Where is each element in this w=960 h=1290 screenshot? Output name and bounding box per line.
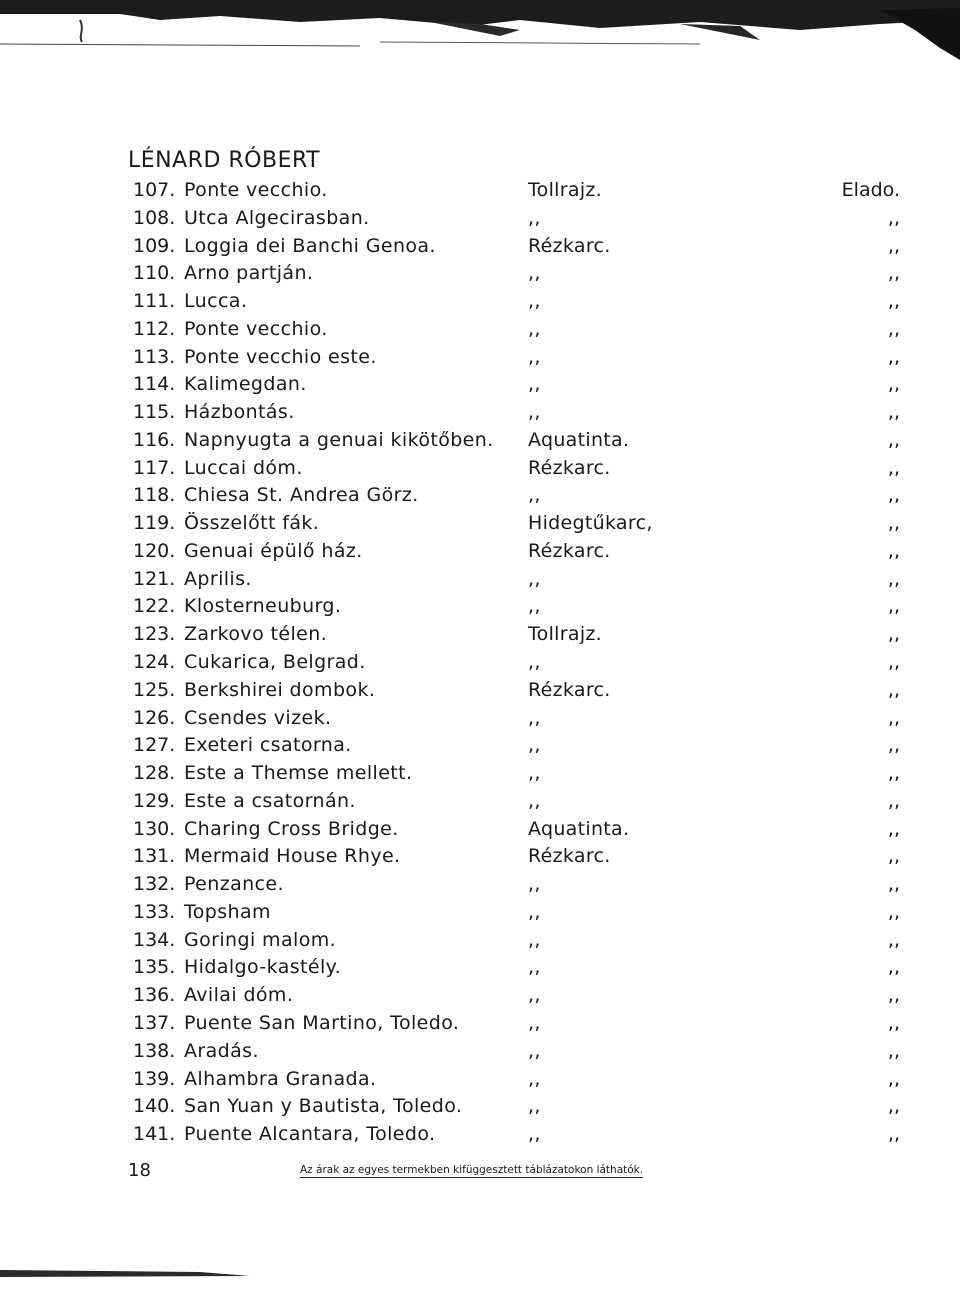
- list-item: [0, 593, 960, 621]
- entry-title: Házbontás.: [184, 401, 295, 424]
- entry-status: ,,: [887, 789, 900, 812]
- entry-title: Klosterneuburg.: [184, 595, 342, 618]
- entry-status: ,,: [887, 928, 900, 951]
- list-item: [0, 316, 960, 344]
- entry-technique: ,,: [528, 762, 541, 785]
- entry-number: 126.: [133, 706, 176, 729]
- entry-status: ,,: [887, 290, 900, 313]
- entry-status: Elado.: [841, 179, 900, 201]
- entry-title: Berkshirei dombok.: [184, 678, 376, 701]
- entry-status: ,,: [887, 734, 900, 757]
- list-item: [0, 1010, 960, 1038]
- entry-number: 116.: [133, 428, 176, 451]
- entry-title: Topsham: [184, 900, 271, 923]
- entry-status: ,,: [887, 484, 900, 507]
- entry-technique: ,,: [528, 1123, 541, 1146]
- entry-title: Penzance.: [184, 873, 284, 896]
- entry-status: ,,: [887, 845, 900, 868]
- list-item: [0, 260, 960, 288]
- entry-title: Puente Alcantara, Toledo.: [184, 1123, 436, 1146]
- entry-title: Alhambra Granada.: [184, 1067, 377, 1090]
- entry-title: Ponte vecchio.: [184, 317, 328, 340]
- list-item: [0, 649, 960, 677]
- entry-title: Arno partján.: [184, 262, 314, 285]
- entry-title: Napnyugta a genuai kikötőben.: [184, 428, 494, 451]
- entry-status: ,,: [887, 539, 900, 562]
- entry-title: Aradás.: [184, 1039, 259, 1062]
- list-item: [0, 1093, 960, 1121]
- entry-status: ,,: [887, 1095, 900, 1118]
- list-item: [0, 677, 960, 705]
- entry-number: 123.: [133, 623, 176, 646]
- entry-technique: Rézkarc.: [528, 539, 611, 562]
- artist-heading: LÉNARD RÓBERT: [128, 148, 321, 173]
- entry-technique: ,,: [528, 706, 541, 729]
- entry-number: 125.: [133, 678, 176, 701]
- list-item: [0, 566, 960, 594]
- list-item: [0, 427, 960, 455]
- entry-title: Chiesa St. Andrea Görz.: [184, 484, 419, 507]
- entry-technique: Tollrajz.: [528, 623, 603, 646]
- list-item: [0, 954, 960, 982]
- entry-status: ,,: [887, 817, 900, 840]
- entry-technique: ,,: [528, 567, 541, 590]
- list-item: [0, 760, 960, 788]
- price-footnote: Az árak az egyes termekben kifüggesztett táblázatokon láthatók.: [300, 1164, 644, 1176]
- entry-technique: ,,: [528, 401, 541, 424]
- entry-number: 117.: [133, 456, 176, 479]
- entry-status: ,,: [887, 456, 900, 479]
- entry-number: 107.: [133, 179, 176, 201]
- entry-title: Avilai dóm.: [184, 984, 294, 1007]
- entry-title: Cukarica, Belgrad.: [184, 651, 366, 674]
- page-number: 18: [128, 1160, 151, 1181]
- list-item: [0, 982, 960, 1010]
- entry-title: Este a csatornán.: [184, 789, 356, 812]
- catalogue-list: [0, 177, 960, 1149]
- list-item: [0, 455, 960, 483]
- entry-number: 115.: [133, 401, 176, 424]
- entry-status: ,,: [887, 317, 900, 340]
- entry-number: 138.: [133, 1039, 176, 1062]
- entry-title: Puente San Martino, Toledo.: [184, 1011, 460, 1034]
- entry-title: Luccai dóm.: [184, 456, 303, 479]
- entry-number: 110.: [133, 262, 176, 285]
- entry-technique: ,,: [528, 373, 541, 396]
- entry-title: Csendes vizek.: [184, 706, 332, 729]
- list-item: [0, 816, 960, 844]
- entry-title: Aprilis.: [184, 567, 252, 590]
- entry-title: San Yuan y Bautista, Toledo.: [184, 1095, 463, 1118]
- entry-technique: Hidegtűkarc,: [528, 512, 653, 535]
- entry-status: ,,: [887, 373, 900, 396]
- entry-status: ,,: [887, 623, 900, 646]
- entry-number: 111.: [133, 290, 176, 313]
- list-item: [0, 233, 960, 261]
- list-item: [0, 843, 960, 871]
- entry-title: Kalimegdan.: [184, 373, 307, 396]
- entry-number: 131.: [133, 845, 176, 868]
- entry-status: ,,: [887, 678, 900, 701]
- entry-number: 114.: [133, 373, 176, 396]
- entry-number: 112.: [133, 317, 176, 340]
- entry-technique: ,,: [528, 651, 541, 674]
- entry-status: ,,: [887, 567, 900, 590]
- list-item: [0, 205, 960, 233]
- entry-status: ,,: [887, 428, 900, 451]
- entry-number: 136.: [133, 984, 176, 1007]
- entry-number: 137.: [133, 1011, 176, 1034]
- entry-number: 118.: [133, 484, 176, 507]
- entry-status: ,,: [887, 595, 900, 618]
- entry-title: Exeteri csatorna.: [184, 734, 352, 757]
- entry-title: Ponte vecchio.: [184, 179, 328, 201]
- entry-title: Hidalgo-kastély.: [184, 956, 342, 979]
- entry-technique: ,,: [528, 984, 541, 1007]
- entry-number: 113.: [133, 345, 176, 368]
- entry-technique: ,,: [528, 873, 541, 896]
- entry-technique: ,,: [528, 789, 541, 812]
- list-item: [0, 538, 960, 566]
- entry-technique: Rézkarc.: [528, 678, 611, 701]
- entry-technique: Aquatinta.: [528, 428, 630, 451]
- entry-status: ,,: [887, 206, 900, 229]
- entry-number: 135.: [133, 956, 176, 979]
- entry-technique: ,,: [528, 928, 541, 951]
- entry-title: Loggia dei Banchi Genoa.: [184, 234, 436, 257]
- list-item: [0, 1038, 960, 1066]
- entry-status: ,,: [887, 262, 900, 285]
- entry-number: 120.: [133, 539, 176, 562]
- entry-title: Este a Themse mellett.: [184, 762, 413, 785]
- entry-technique: Rézkarc.: [528, 234, 611, 257]
- list-item: [0, 482, 960, 510]
- entry-technique: ,,: [528, 484, 541, 507]
- entry-technique: Rézkarc.: [528, 456, 611, 479]
- entry-number: 134.: [133, 928, 176, 951]
- entry-number: 128.: [133, 762, 176, 785]
- entry-status: ,,: [887, 234, 900, 257]
- entry-status: ,,: [887, 900, 900, 923]
- entry-status: ,,: [887, 651, 900, 674]
- entry-technique: ,,: [528, 290, 541, 313]
- entry-status: ,,: [887, 1067, 900, 1090]
- list-item: [0, 1066, 960, 1094]
- list-item: [0, 177, 960, 205]
- list-item: [0, 1121, 960, 1149]
- entry-technique: ,,: [528, 1039, 541, 1062]
- list-item: [0, 399, 960, 427]
- entry-title: Genuai épülő ház.: [184, 539, 363, 562]
- entry-number: 122.: [133, 595, 176, 618]
- entry-number: 121.: [133, 567, 176, 590]
- entry-status: ,,: [887, 1123, 900, 1146]
- entry-technique: Aquatinta.: [528, 817, 630, 840]
- entry-technique: ,,: [528, 956, 541, 979]
- list-item: [0, 371, 960, 399]
- list-item: [0, 788, 960, 816]
- entry-technique: ,,: [528, 345, 541, 368]
- entry-title: Utca Algecirasban.: [184, 206, 370, 229]
- entry-title: Mermaid House Rhye.: [184, 845, 401, 868]
- list-item: [0, 732, 960, 760]
- entry-number: 119.: [133, 512, 176, 535]
- list-item: [0, 288, 960, 316]
- entry-status: ,,: [887, 512, 900, 535]
- entry-number: 127.: [133, 734, 176, 757]
- entry-title: Összelőtt fák.: [184, 512, 320, 535]
- entry-title: Lucca.: [184, 290, 248, 313]
- list-item: [0, 871, 960, 899]
- list-item: [0, 344, 960, 372]
- entry-title: Goringi malom.: [184, 928, 337, 951]
- entry-title: Zarkovo télen.: [184, 623, 328, 646]
- list-item: [0, 510, 960, 538]
- entry-title: Charing Cross Bridge.: [184, 817, 399, 840]
- entry-technique: ,,: [528, 734, 541, 757]
- entry-status: ,,: [887, 706, 900, 729]
- entry-status: ,,: [887, 1011, 900, 1034]
- entry-status: ,,: [887, 956, 900, 979]
- entry-title: Ponte vecchio este.: [184, 345, 377, 368]
- entry-number: 141.: [133, 1123, 176, 1146]
- entry-technique: Rézkarc.: [528, 845, 611, 868]
- entry-technique: ,,: [528, 262, 541, 285]
- scan-smudge: [0, 1268, 260, 1278]
- entry-number: 109.: [133, 234, 176, 257]
- entry-status: ,,: [887, 401, 900, 424]
- entry-technique: ,,: [528, 595, 541, 618]
- entry-status: ,,: [887, 345, 900, 368]
- entry-technique: ,,: [528, 1011, 541, 1034]
- entry-technique: ,,: [528, 1095, 541, 1118]
- entry-number: 124.: [133, 651, 176, 674]
- list-item: [0, 927, 960, 955]
- entry-technique: ,,: [528, 900, 541, 923]
- scan-edge-artifact: [0, 0, 960, 62]
- list-item: [0, 621, 960, 649]
- list-item: [0, 899, 960, 927]
- entry-number: 130.: [133, 817, 176, 840]
- entry-number: 132.: [133, 873, 176, 896]
- list-item: [0, 705, 960, 733]
- entry-technique: ,,: [528, 206, 541, 229]
- entry-number: 108.: [133, 206, 176, 229]
- entry-number: 139.: [133, 1067, 176, 1090]
- entry-status: ,,: [887, 984, 900, 1007]
- entry-status: ,,: [887, 762, 900, 785]
- entry-technique: Tollrajz.: [528, 179, 603, 201]
- entry-status: ,,: [887, 1039, 900, 1062]
- entry-status: ,,: [887, 873, 900, 896]
- entry-number: 133.: [133, 900, 176, 923]
- entry-technique: ,,: [528, 1067, 541, 1090]
- entry-number: 140.: [133, 1095, 176, 1118]
- entry-number: 129.: [133, 789, 176, 812]
- entry-technique: ,,: [528, 317, 541, 340]
